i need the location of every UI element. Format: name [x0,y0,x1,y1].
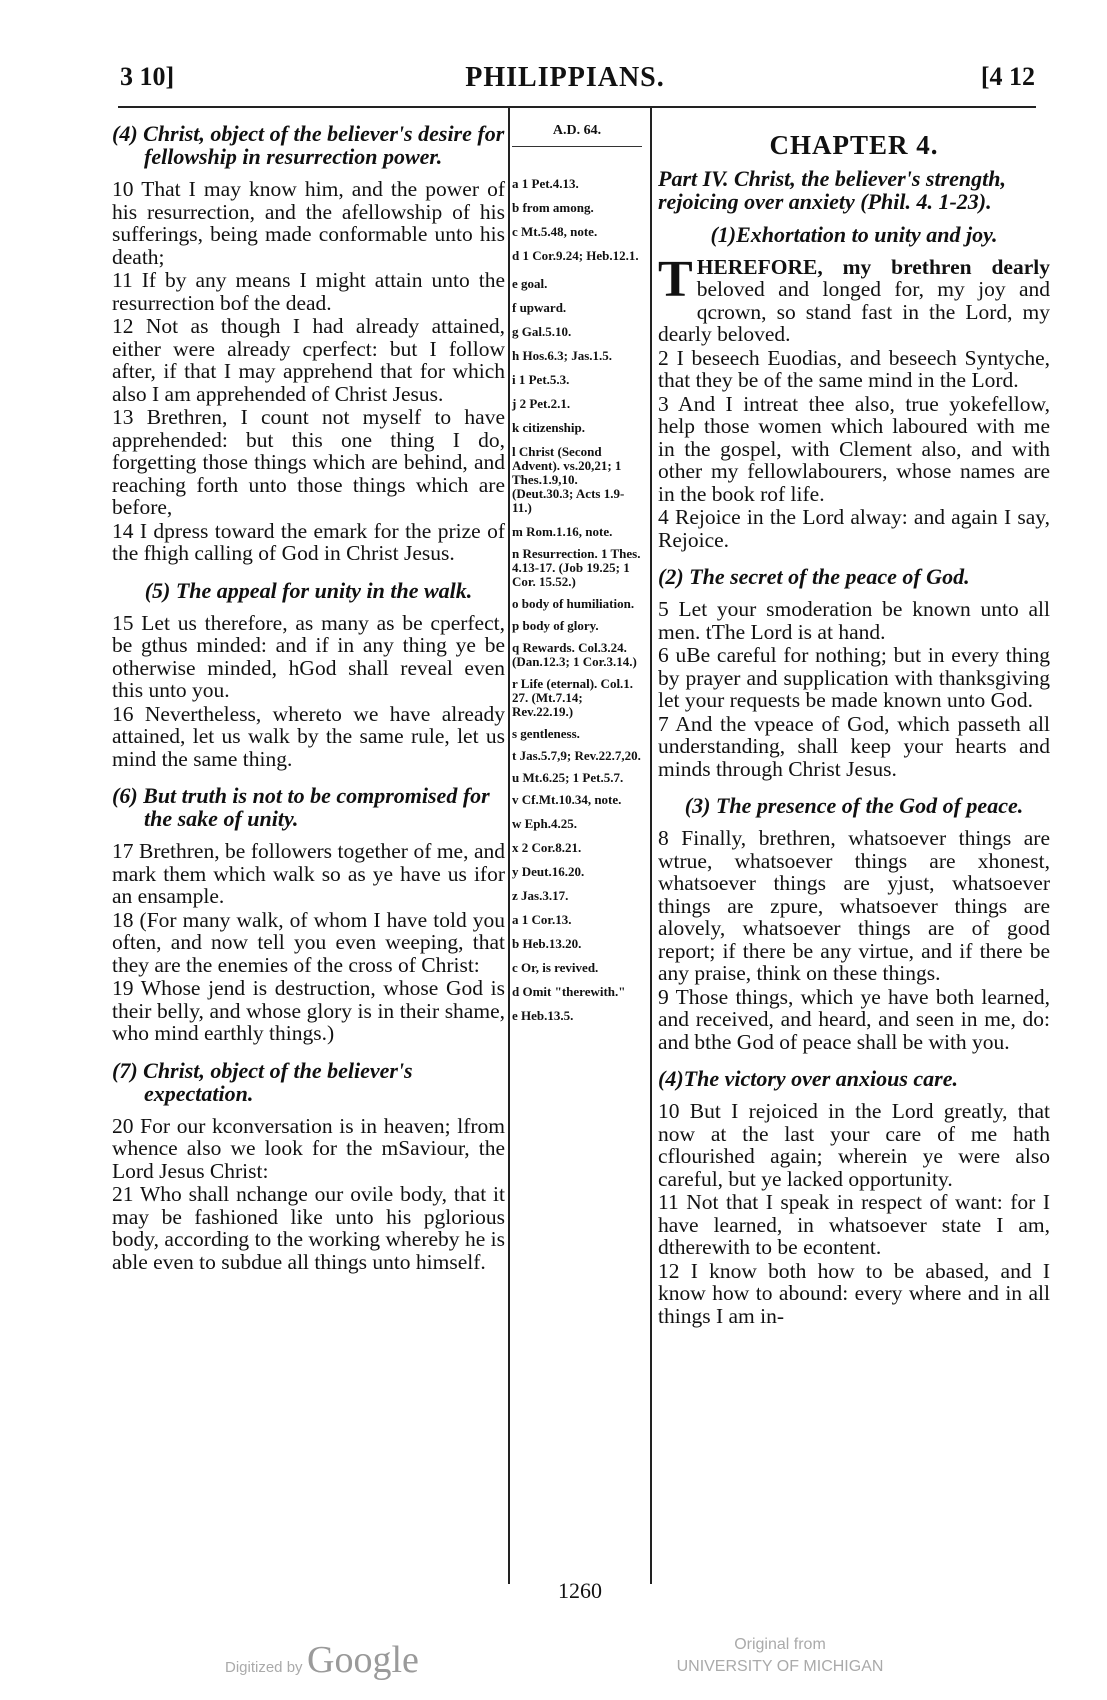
margin-note: c Or, is revived. [512,960,599,975]
margin-note: j 2 Pet.2.1. [512,396,571,411]
page-number: 1260 [558,1578,602,1603]
verse: 17 Brethren, be followers together of me, and mark them which walk so as ye have us ifor an ensample. [112,839,505,908]
source-line-2: UNIVERSITY OF MICHIGAN [676,1658,884,1675]
margin-note: n Resurrection. 1 Thes. 4.13-17. (Job 19.25; 1 Cor. 15.52.) [512,546,641,589]
section-title: (4)The victory over anxious care. [658,1066,958,1091]
section [112,579,505,771]
verse-text: HEREFORE, my brethren dearly beloved and longed for, my joy and qcrown, so stand fast in the Lord, my dearly beloved. [658,254,1050,346]
margin-note: l Christ (Second Advent). vs.20,21; 1 Thes.1.9,10. (Deut.30.3; Acts 1.9-11.) [512,444,625,515]
section-title: (4) Christ, object of the believer's desire for fellowship in resurrection power. [112,121,505,169]
section [658,223,1050,552]
section-title: (7) Christ, object of the believer's expectation. [112,1057,413,1106]
margin-note: e Heb.13.5. [512,1008,574,1023]
verse: 10 But I rejoiced in the Lord greatly, that now at the last your care of me hath cflourished again; wherein ye were also careful, but ye lacked opportunity. [658,1099,1050,1191]
margin-note: p body of glory. [512,618,599,633]
section [658,565,1050,780]
left-column [112,116,505,1274]
part-heading: Part IV. Christ, the believer's strength, rejoicing over anxiety (Phil. 4. 1-23). [658,165,1006,214]
drop-cap: T [658,250,693,308]
margin-note: g Gal.5.10. [512,324,572,339]
margin-note: i 1 Pet.5.3. [512,372,570,387]
verse: 11 If by any means I might attain unto the resurrection bof the dead. [112,268,505,315]
section-title: (5) The appeal for unity in the walk. [144,577,473,603]
verse: 2 I beseech Euodias, and beseech Syntyche, that they be of the same mind in the Lord. [658,345,1050,392]
margin-note: h Hos.6.3; Jas.1.5. [512,348,613,363]
digitized-label: Digitized by [225,1659,303,1676]
verse: 12 I know both how to be abased, and I know how to abound: every where and in all things I am in- [658,1258,1050,1328]
section [658,794,1050,1053]
margin-note: e goal. [512,276,548,291]
chapter-title: CHAPTER 4. [769,130,939,160]
section [112,122,505,565]
verse: 4 Rejoice in the Lord alway: and again I say, Rejoice. [658,505,1050,552]
page-title: PHILIPPIANS. [465,62,665,93]
section-title: (1)Exhortation to unity and joy. [710,221,998,247]
verse: 13 Brethren, I count not myself to have apprehended: but this one thing I do, forgetting those things which are behind, and reaching forth unto those things which are before, [112,405,505,519]
verse [658,250,1050,346]
verse: 3 And I intreat thee also, true yokefellow, help those women which laboured with me in the gospel, with Clement also, and with other my fellowlabourers, whose names are in the book rof life. [658,391,1050,506]
verse: 21 Who shall nchange our ovile body, that it may be fashioned like unto his pglorious body, according to the working whereby he is able even to subdue all things unto himself. [112,1182,505,1274]
section-title: (6) But truth is not to be compromised for the sake of unity. [112,783,490,831]
column-divider-left [508,108,510,1584]
date-rule [512,146,642,147]
margin-note: f upward. [512,300,567,315]
verse: 18 (For many walk, of whom I have told you often, and now tell you even weeping, that they are the enemies of the cross of Christ: [112,907,505,977]
margin-note: b Heb.13.20. [512,936,582,951]
section [112,1059,505,1274]
verse: 7 And the vpeace of God, which passeth all understanding, shall keep your hearts and minds through Christ Jesus. [658,711,1050,781]
source-line-1: Original from [734,1636,826,1653]
verse: 12 Not as though I had already attained, either were already cperfect: but I follow after, if that I may apprehend that for which also I am apprehended of Christ Jesus. [112,314,505,406]
section [658,1067,1050,1327]
section-title: (2) The secret of the peace of God. [658,564,970,589]
margin-note: x 2 Cor.8.21. [512,840,582,855]
header-rule [118,106,1036,108]
verse: 14 I dpress toward the emark for the prize of the fhigh calling of God in Christ Jesus. [112,518,505,565]
right-column [658,116,1050,1328]
margin-note: a 1 Pet.4.13. [512,176,579,191]
verse: 9 Those things, which ye have both learned, and received, and heard, and seen in me, do: and bthe God of peace shall be with you. [658,984,1050,1054]
digitized-by-mark [225,1638,419,1682]
verse: 11 Not that I speak in respect of want: for I have learned, in whatsoever state I am, dtherewith to be econtent. [658,1190,1050,1259]
margin-note: m Rom.1.16, note. [512,524,613,539]
margin-note: o body of humiliation. [512,596,635,611]
margin-note: c Mt.5.48, note. [512,224,598,239]
margin-note: y Deut.16.20. [512,864,585,879]
margin-note: d 1 Cor.9.24; Heb.12.1. [512,248,639,263]
verse: 16 Nevertheless, whereto we have already attained, let us walk by the same rule, let us mind the same thing. [112,701,505,771]
margin-note: k citizenship. [512,420,585,435]
verse: 10 That I may know him, and the power of his resurrection, and the afellowship of his sufferings, being made conformable unto his death; [112,177,505,269]
verse: 15 Let us therefore, as many as be cperfect, be gthus minded: and if in any thing ye be otherwise minded, hGod shall reveal even this unto you. [112,610,505,702]
page-header [120,62,1035,102]
margin-note: w Eph.4.25. [512,816,578,831]
verse: 6 uBe careful for nothing; but in every thing by prayer and supplication with thanksgiving let your requests be made known unto God. [658,643,1050,712]
verse: 19 Whose jend is destruction, whose God is their belly, and whose glory is in their shame, who mind earthly things.) [112,976,505,1045]
margin-note: r Life (eternal). Col.1. 27. (Mt.7.14; Rev.22.19.) [512,676,634,719]
column-divider-right [650,108,652,1584]
header-right-ref: [4 12 [980,62,1035,91]
source-credit [660,1634,900,1678]
margin-notes-column [512,116,642,1025]
margin-note: d Omit "therewith." [512,984,626,999]
margin-note: a 1 Cor.13. [512,912,572,927]
verse: 8 Finally, brethren, whatsoever things are wtrue, whatsoever things are xhonest, whatsoever things are yjust, whatsoever things are zpure, whatsoever things are alovely, whatsoever things are of good report; if there be any virtue, and if there be any praise, think on these things. [658,826,1050,985]
margin-note: b from among. [512,200,594,215]
margin-note: v Cf.Mt.10.34, note. [512,792,622,807]
margin-note: s gentleness. [512,726,580,741]
header-left-ref: 3 10] [120,62,175,91]
verse: 5 Let your smoderation be known unto all men. tThe Lord is at hand. [658,597,1050,644]
verse: 20 For our kconversation is in heaven; lfrom whence also we look for the mSaviour, the Lord Jesus Christ: [112,1113,505,1183]
margin-note: q Rewards. Col.3.24. (Dan.12.3; 1 Cor.3.14.) [512,640,637,669]
google-logo: Google [307,1639,419,1681]
section-title: (3) The presence of the God of peace. [684,793,1024,818]
date-label: A.D. 64. [552,123,602,138]
section [112,784,505,1045]
margin-note: t Jas.5.7,9; Rev.22.7,20. [512,748,641,763]
margin-note: u Mt.6.25; 1 Pet.5.7. [512,770,624,785]
margin-note: z Jas.3.17. [512,888,569,903]
